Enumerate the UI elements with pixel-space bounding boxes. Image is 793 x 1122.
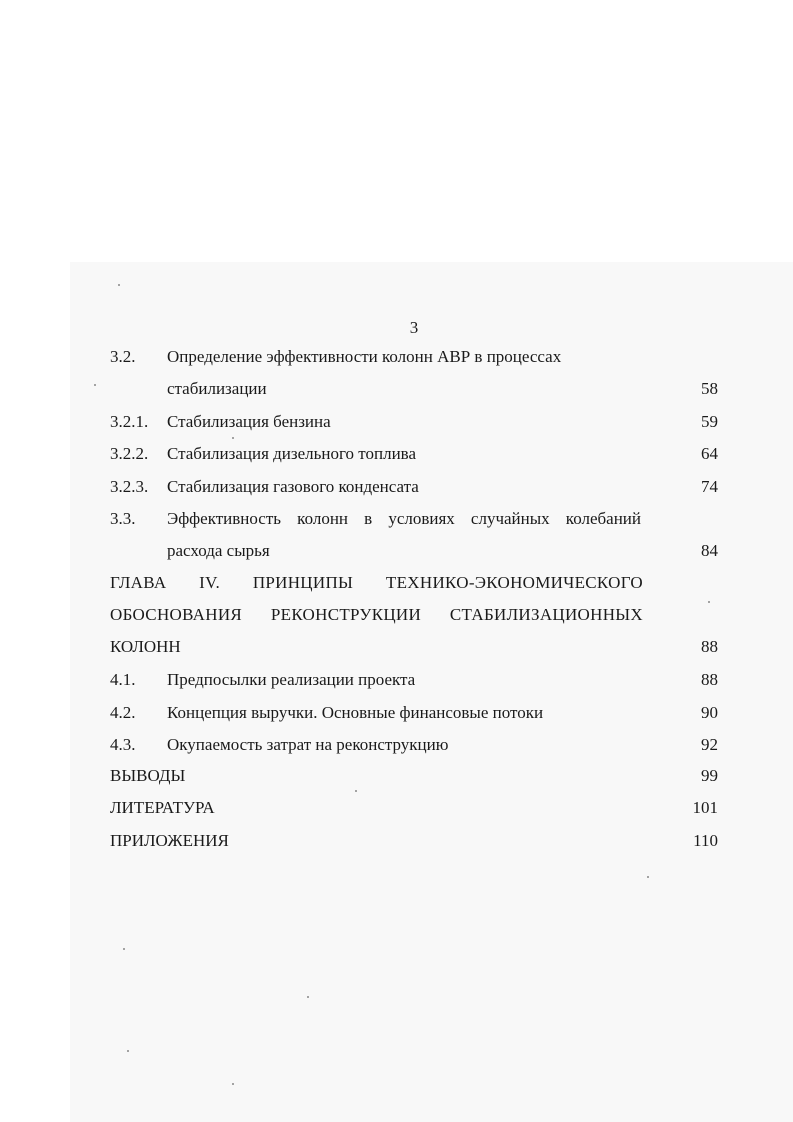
toc-entry-page: 101 bbox=[692, 798, 718, 817]
toc-entry-title: Предпосылки реализации проекта bbox=[167, 670, 416, 689]
toc-entry-number: 3.2. bbox=[110, 347, 136, 366]
toc-chapter-title: ГЛАВА IV. ПРИНЦИПЫ ТЕХНИКО-ЭКОНОМИЧЕСКОГО bbox=[110, 573, 643, 592]
toc-entry-page: 110 bbox=[693, 831, 718, 850]
toc-entry-title: Определение эффективности колонн АВР в процессах bbox=[167, 347, 562, 366]
toc-entry-page: 64 bbox=[701, 444, 718, 463]
toc-entry-number: 4.2. bbox=[110, 703, 136, 722]
toc-entry-title: Концепция выручки. Основные финансовые потоки bbox=[167, 703, 544, 722]
toc-entry-page: 88 bbox=[701, 670, 718, 689]
toc-entry-page: 90 bbox=[701, 703, 718, 722]
scan-speck bbox=[647, 876, 649, 878]
toc-entry-title: Окупаемость затрат на реконструкцию bbox=[167, 735, 449, 754]
scan-speck bbox=[123, 948, 125, 950]
scan-speck bbox=[232, 1083, 234, 1085]
toc-entry-title: расхода сырья bbox=[167, 541, 270, 560]
toc-chapter-title: ЛИТЕРАТУРА bbox=[110, 798, 215, 817]
toc-entry-title: Стабилизация газового конденсата bbox=[167, 477, 419, 496]
toc-chapter-title: ВЫВОДЫ bbox=[110, 766, 186, 785]
toc-entry-title: Стабилизация бензина bbox=[167, 412, 331, 431]
toc-chapter-title: КОЛОНН bbox=[110, 637, 181, 656]
toc-entry-title: Эффективность колонн в условиях случайных колебаний bbox=[167, 509, 641, 528]
scan-speck bbox=[127, 1050, 129, 1052]
page-number: 3 bbox=[409, 318, 419, 337]
scan-speck bbox=[307, 996, 309, 998]
scan-speck bbox=[118, 284, 120, 286]
toc-entry-page: 84 bbox=[701, 541, 718, 560]
toc-entry-title: стабилизации bbox=[167, 379, 267, 398]
scan-speck bbox=[94, 384, 96, 386]
toc-chapter-title: ОБОСНОВАНИЯ РЕКОНСТРУКЦИИ СТАБИЛИЗАЦИОННЫХ bbox=[110, 605, 643, 624]
toc-entry-page: 88 bbox=[701, 637, 718, 656]
toc-entry-page: 74 bbox=[701, 477, 718, 496]
toc-entry-number: 3.2.3. bbox=[110, 477, 149, 496]
toc-entry-page: 58 bbox=[701, 379, 718, 398]
toc-entry-number: 3.2.2. bbox=[110, 444, 149, 463]
scan-speck bbox=[232, 437, 234, 439]
toc-entry-title: Стабилизация дизельного топлива bbox=[167, 444, 417, 463]
toc-entry-number: 3.2.1. bbox=[110, 412, 149, 431]
toc-entry-page: 59 bbox=[701, 412, 718, 431]
toc-entry-number: 4.3. bbox=[110, 735, 136, 754]
toc-entry-page: 99 bbox=[701, 766, 718, 785]
toc-entry-number: 3.3. bbox=[110, 509, 136, 528]
scan-speck bbox=[708, 601, 710, 603]
toc-chapter-title: ПРИЛОЖЕНИЯ bbox=[110, 831, 229, 850]
toc-entry-page: 92 bbox=[701, 735, 718, 754]
scan-speck bbox=[355, 790, 357, 792]
toc-entry-number: 4.1. bbox=[110, 670, 136, 689]
